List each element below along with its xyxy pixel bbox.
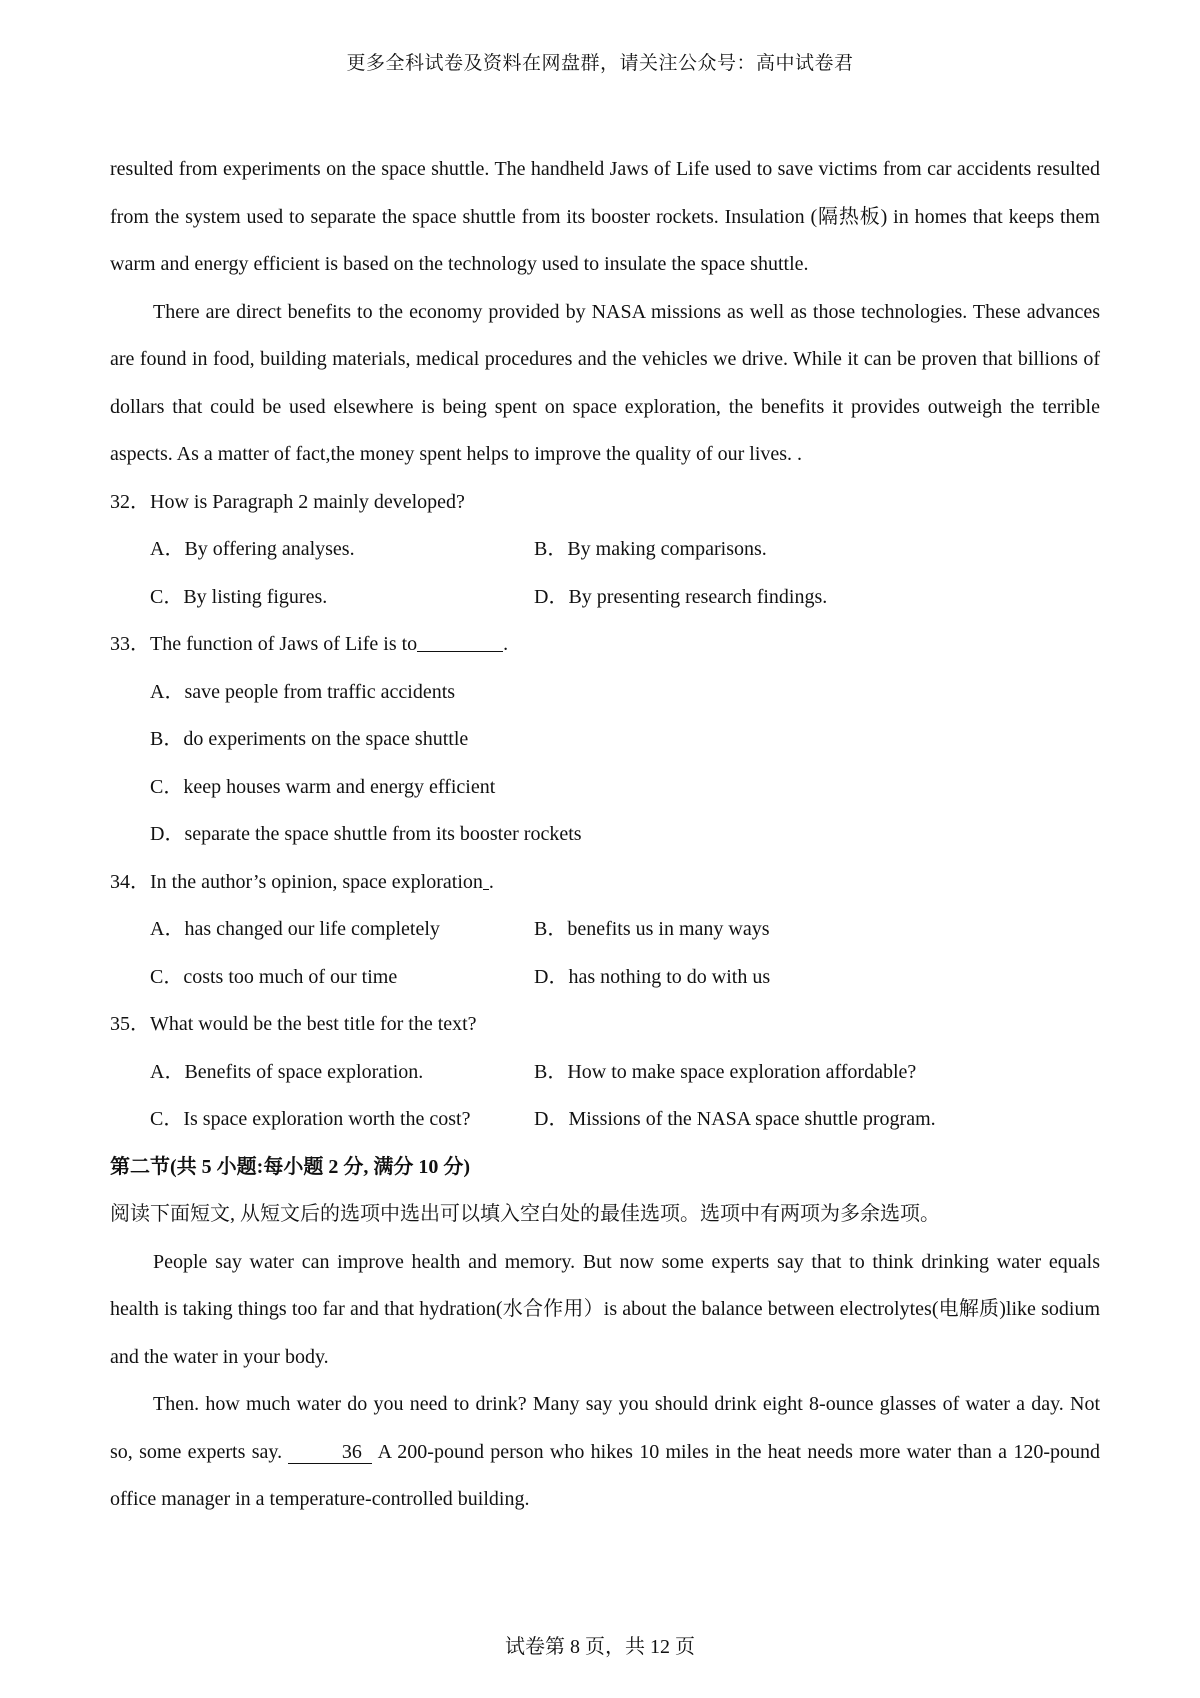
question-32-option-a: A．By offering analyses. (150, 538, 355, 560)
question-34-stem-end: . (488, 870, 494, 893)
question-34-option-a: A．has changed our life completely (150, 918, 440, 940)
question-35-stem: 35．What would be the best title for the text? (110, 1013, 477, 1035)
question-34 (110, 859, 1100, 1002)
question-34-stem (110, 859, 1100, 907)
blank-36: 36 (288, 1441, 372, 1464)
question-32-option-c: C．By listing figures. (150, 585, 328, 608)
question-32 (110, 479, 1100, 622)
page-footer: 试卷第 8 页，共 12 页 (505, 1636, 695, 1658)
page-header: 更多全科试卷及资料在网盘群，请关注公众号：高中试卷君 (346, 53, 854, 74)
passage2-paragraph-2-after: A 200-pound person who hikes 10 miles in the heat needs more water than a 120-pound office manager in a temperature-controlled building. (110, 1440, 1100, 1510)
question-35-option-b: B．How to make space exploration affordable? (534, 1060, 917, 1083)
question-32-option-d: D．By presenting research findings. (534, 585, 828, 608)
question-35 (110, 1001, 1100, 1144)
passage2-paragraph-2 (110, 1381, 1100, 1524)
question-35-option-c: C．Is space exploration worth the cost? (150, 1108, 471, 1130)
section-2-instruction: 阅读下面短文, 从短文后的选项中选出可以填入空白处的最佳选项。选项中有两项为多余选项。 (110, 1203, 940, 1225)
passage-paragraph-2: There are direct benefits to the economy provided by NASA missions as well as those technologies. These advances are found in food, building materials, medical procedures and the vehicles we drive. While it can be proven that billions of dollars that could be used elsewhere is being spent on space exploration, the benefits it provides outweigh the terrible aspects. As a matter of fact,the money spent helps to improve the quality of our lives. . (110, 300, 1100, 465)
question-35-option-d: D．Missions of the NASA space shuttle program. (534, 1108, 936, 1130)
question-33-stem-text: 33．The function of Jaws of Life is to (110, 633, 418, 655)
question-34-option-c: C．costs too much of our time (150, 965, 398, 988)
question-33-stem (110, 621, 1100, 669)
question-35-option-a: A．Benefits of space exploration. (150, 1060, 424, 1083)
question-32-option-b: B．By making comparisons. (534, 538, 767, 560)
section-2-title: 第二节(共 5 小题:每小题 2 分, 满分 10 分) (110, 1155, 470, 1178)
question-33-option-a: A．save people from traffic accidents (150, 680, 456, 703)
passage2-paragraph-2-before: Then. how much water do you need to drink? Many say you should drink eight 8-ounce glasses of water a day. Not so, some experts say. (110, 1393, 1100, 1463)
question-33-option-d: D．separate the space shuttle from its booster rockets (150, 823, 582, 845)
question-34-stem-text: 34．In the author’s opinion, space exploration (110, 870, 483, 893)
question-32-stem: 32．How is Paragraph 2 mainly developed? (110, 490, 465, 513)
question-34-option-d: D．has nothing to do with us (534, 965, 771, 988)
answer-blank (417, 631, 503, 652)
question-33 (110, 621, 1100, 859)
question-34-option-b: B．benefits us in many ways (534, 918, 770, 940)
page-content (110, 146, 1100, 1524)
question-33-option-b: B．do experiments on the space shuttle (150, 728, 469, 750)
passage2-paragraph-1: People say water can improve health and memory. But now some experts say that to think drinking water equals health is taking things too far and that hydration(水合作用）is about the balance between electrolytes(电解质)like sodium and the water in your body. (110, 1250, 1100, 1368)
question-33-option-c: C．keep houses warm and energy efficient (150, 775, 496, 798)
passage-paragraph-1: resulted from experiments on the space shuttle. The handheld Jaws of Life used to save victims from car accidents resulted from the system used to separate the space shuttle from its booster rockets. Insulation (隔热板) in homes that keeps them warm and energy efficient is based on the technology used to insulate the space shuttle. (110, 158, 1100, 275)
question-33-stem-end: . (503, 633, 509, 655)
